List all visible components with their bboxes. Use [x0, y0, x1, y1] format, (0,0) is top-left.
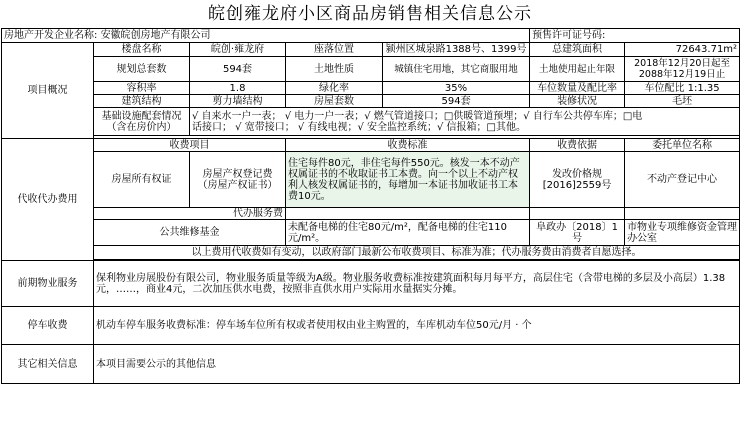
ownership-cert-label: 房屋所有权证 [94, 152, 190, 208]
green-value: 35% [383, 82, 530, 95]
parking-section-label: 停车收费 [2, 307, 94, 345]
fees-section-label: 代收代办费用 [2, 139, 94, 261]
permit-label: 预售许可证号码: [532, 30, 606, 41]
service-fee-basis [530, 208, 625, 220]
registration-fee-standard: 住宅每件80元，非住宅每件550元。核发一本不动产权属证书的不收取证书工本费。向一个以上不动产权利人核发权属证书的，每增加一本证书加收证书工本费10元。 [286, 152, 530, 208]
fees-note: 以上费用代收费如有变动，以政府部门最新公布收费项目、标准为准；代办服务费由消费者自愿选择。 [94, 246, 740, 260]
maintenance-fund-agency: 市物业专项维修资金管理办公室 [625, 220, 740, 246]
facilities-label [94, 108, 190, 136]
developer-label: 房地产开发企业名称: [4, 30, 98, 41]
term-value-line-1: 2018年12月20日起至 [634, 58, 730, 69]
disclosure-table [1, 28, 740, 384]
land-value: 城镇住宅用地，其它商服用地 [383, 57, 530, 82]
maintenance-fund-label: 公共维修基金 [94, 220, 286, 246]
maintenance-fund-basis: 阜政办〔2018〕1号 [530, 220, 625, 246]
facilities-line-1: √ 自来水一户一表； √ 电力一户一表；√ 燃气管道接口；□供暖管道预埋；√ 自行车公共停车库；□电 [192, 110, 643, 122]
facilities-line-2: 话接口； √ 宽带接口； √ 有线电视；√ 安全监控系统；√ 信报箱；□其他。 [192, 121, 527, 133]
parking-ratio-value: 车位配比 1:1.35 [625, 82, 740, 95]
location-label: 座落位置 [286, 43, 383, 57]
facilities-label-line-1: 基础设施配套情况 [101, 110, 182, 122]
fees-header-basis: 收费依据 [530, 139, 625, 152]
other-section-label: 其它相关信息 [2, 345, 94, 384]
far-label: 容积率 [94, 82, 190, 95]
project-section-label: 项目概况 [2, 43, 94, 139]
structure-label: 建筑结构 [94, 95, 190, 108]
permit-cell [530, 29, 740, 43]
fees-header-standard: 收费标准 [286, 139, 530, 152]
fees-header-agency: 委托单位名称 [625, 139, 740, 152]
structure-value: 剪力墙结构 [190, 95, 286, 108]
term-label: 土地使用起止年限 [530, 57, 625, 82]
land-label: 土地性质 [286, 57, 383, 82]
service-fee-label: 代办服务费 [94, 208, 286, 220]
area-value: 72643.71m² [625, 43, 740, 57]
households-value: 594套 [190, 57, 286, 82]
area-label: 总建筑面积 [530, 43, 625, 57]
green-label: 绿化率 [286, 82, 383, 95]
registration-fee-agency: 不动产登记中心 [625, 152, 740, 208]
fees-header-item: 收费项目 [94, 139, 286, 152]
parking-ratio-label: 车位数量及配比率 [530, 82, 625, 95]
project-name-value: 皖创·雍龙府 [190, 43, 286, 57]
registration-fee-basis [530, 152, 625, 208]
facilities-label-line-2: （含在房价内） [106, 121, 177, 133]
page-title: 皖创雍龙府小区商品房销售相关信息公示 [208, 4, 532, 24]
developer-cell [2, 29, 530, 43]
registration-fee-basis-line-2: [2016]2559号 [542, 179, 612, 191]
term-value [625, 57, 740, 82]
units-value: 594套 [383, 95, 530, 108]
project-name-label: 楼盘名称 [94, 43, 190, 57]
developer-value: 安徽皖创房地产有限公司 [100, 30, 211, 41]
parking-text: 机动车停车服务收费标准：停车场车位所有权或者使用权由业主购置的，车库机动车位50元/月 · 个 [94, 307, 740, 345]
maintenance-fund-standard: 未配备电梯的住宅80元/m²，配备电梯的住宅110元/m²。 [286, 220, 530, 246]
service-fee-agency [625, 208, 740, 220]
service-fee-standard [286, 208, 530, 220]
location-value: 颍州区城泉路1388号、1399号 [383, 43, 530, 57]
registration-fee-line-2: （房屋产权证书） [197, 179, 278, 191]
far-value: 1.8 [190, 82, 286, 95]
property-mgmt-text: 保利物业房展股份有限公司，物业服务质量等级为A级。物业服务收费标准按建筑面积每月每平方，高层住宅（含带电梯的多层及小高层）1.38元，……，商业4元，二次加压供水电费，按照非直供水用户实际用水量据实分摊。 [94, 261, 740, 307]
units-label: 房屋套数 [286, 95, 383, 108]
term-value-line-2: 2088年12月19日止 [638, 69, 726, 80]
property-mgmt-section-label: 前期物业服务 [2, 261, 94, 307]
decoration-value: 毛坯 [625, 95, 740, 108]
households-label: 规划总套数 [94, 57, 190, 82]
facilities-value [190, 108, 740, 136]
registration-fee-basis-line-1: 发改价格规 [552, 168, 603, 180]
other-text: 本项目需要公示的其他信息 [94, 345, 740, 384]
decoration-label: 装修状况 [530, 95, 625, 108]
registration-fee-label [190, 152, 286, 208]
registration-fee-line-1: 房屋产权登记费 [202, 168, 273, 180]
